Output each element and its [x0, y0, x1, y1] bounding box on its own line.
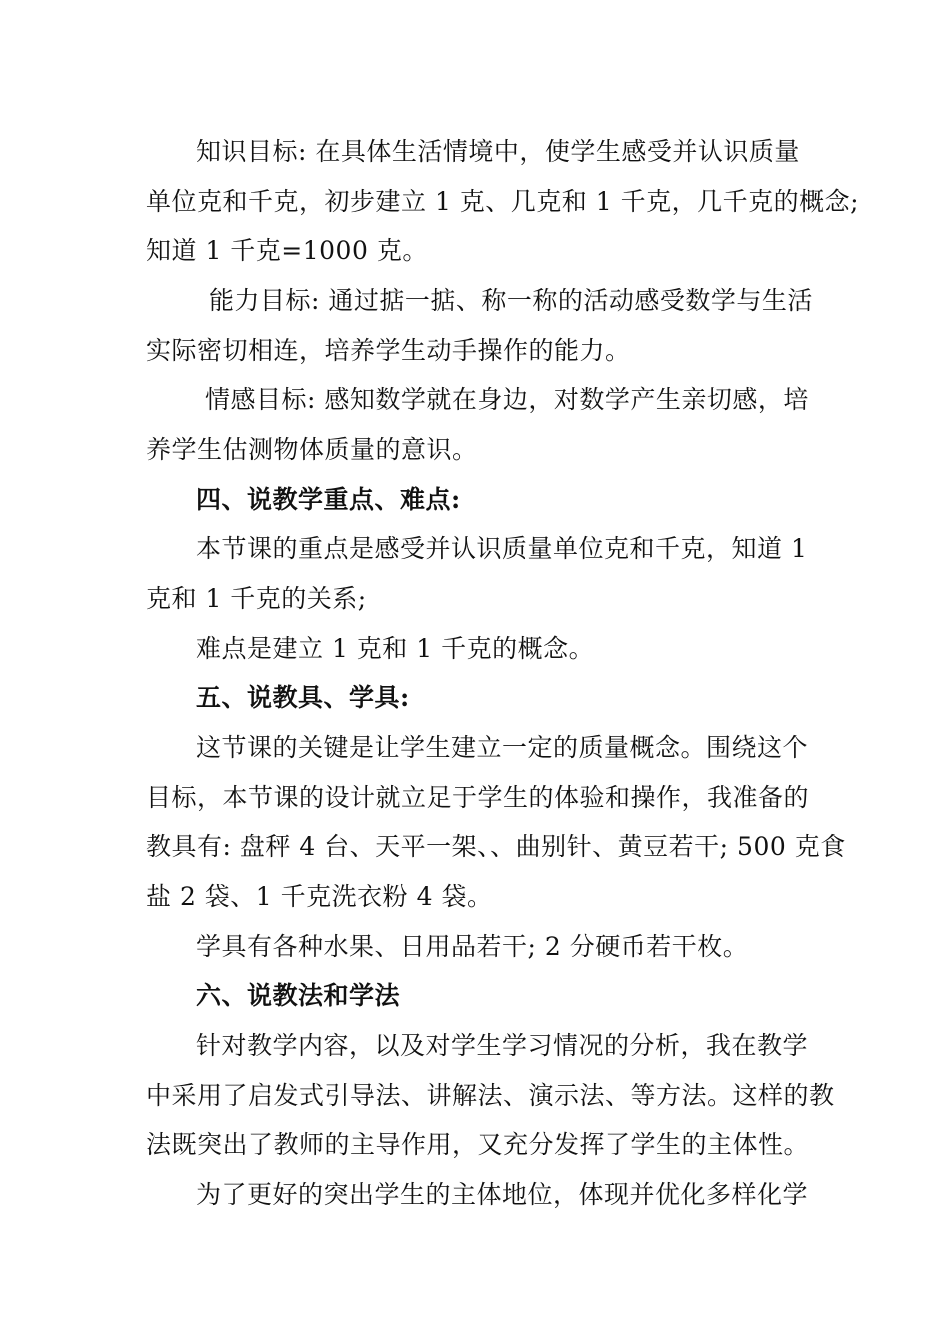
paragraph-line: 目标，本节课的设计就立足于学生的体验和操作，我准备的 — [146, 783, 810, 812]
paragraph-line: 盐 2 袋、1 千克洗衣粉 4 袋。 — [146, 882, 493, 911]
paragraph-line: 养学生估测物体质量的意识。 — [146, 435, 478, 464]
paragraph-line: 为了更好的突出学生的主体地位，体现并优化多样化学 — [196, 1180, 809, 1209]
paragraph-line: 这节课的关键是让学生建立一定的质量概念。围绕这个 — [196, 733, 809, 762]
paragraph-line: 情感目标: 感知数学就在身边，对数学产生亲切感，培 — [205, 385, 809, 414]
paragraph-line: 克和 1 千克的关系; — [146, 584, 367, 613]
paragraph-line: 实际密切相连，培养学生动手操作的能力。 — [146, 336, 631, 365]
paragraph-line: 能力目标: 通过掂一掂、称一称的活动感受数学与生活 — [209, 286, 813, 315]
paragraph-line: 法既突出了教师的主导作用，又充分发挥了学生的主体性。 — [146, 1130, 810, 1159]
paragraph-line: 知道 1 千克=1000 克。 — [146, 236, 428, 265]
section-heading: 五、说教具、学具: — [196, 683, 410, 712]
paragraph-line: 教具有: 盘秤 4 台、天平一架、、曲别针、黄豆若干; 500 克食 — [146, 832, 846, 861]
paragraph-line: 针对教学内容，以及对学生学习情况的分析，我在教学 — [196, 1031, 809, 1060]
paragraph-line: 知识目标: 在具体生活情境中，使学生感受并认识质量 — [196, 137, 800, 166]
section-heading: 四、说教学重点、难点: — [196, 485, 461, 514]
paragraph-line: 难点是建立 1 克和 1 千克的概念。 — [196, 634, 595, 663]
paragraph-line: 本节课的重点是感受并认识质量单位克和千克，知道 1 — [196, 534, 808, 563]
paragraph-line: 中采用了启发式引导法、讲解法、演示法、等方法。这样的教 — [146, 1081, 835, 1110]
paragraph-line: 学具有各种水果、日用品若干; 2 分硬币若干枚。 — [196, 932, 749, 961]
section-heading: 六、说教法和学法 — [196, 981, 401, 1010]
paragraph-line: 单位克和千克，初步建立 1 克、几克和 1 千克，几千克的概念; — [146, 187, 860, 216]
